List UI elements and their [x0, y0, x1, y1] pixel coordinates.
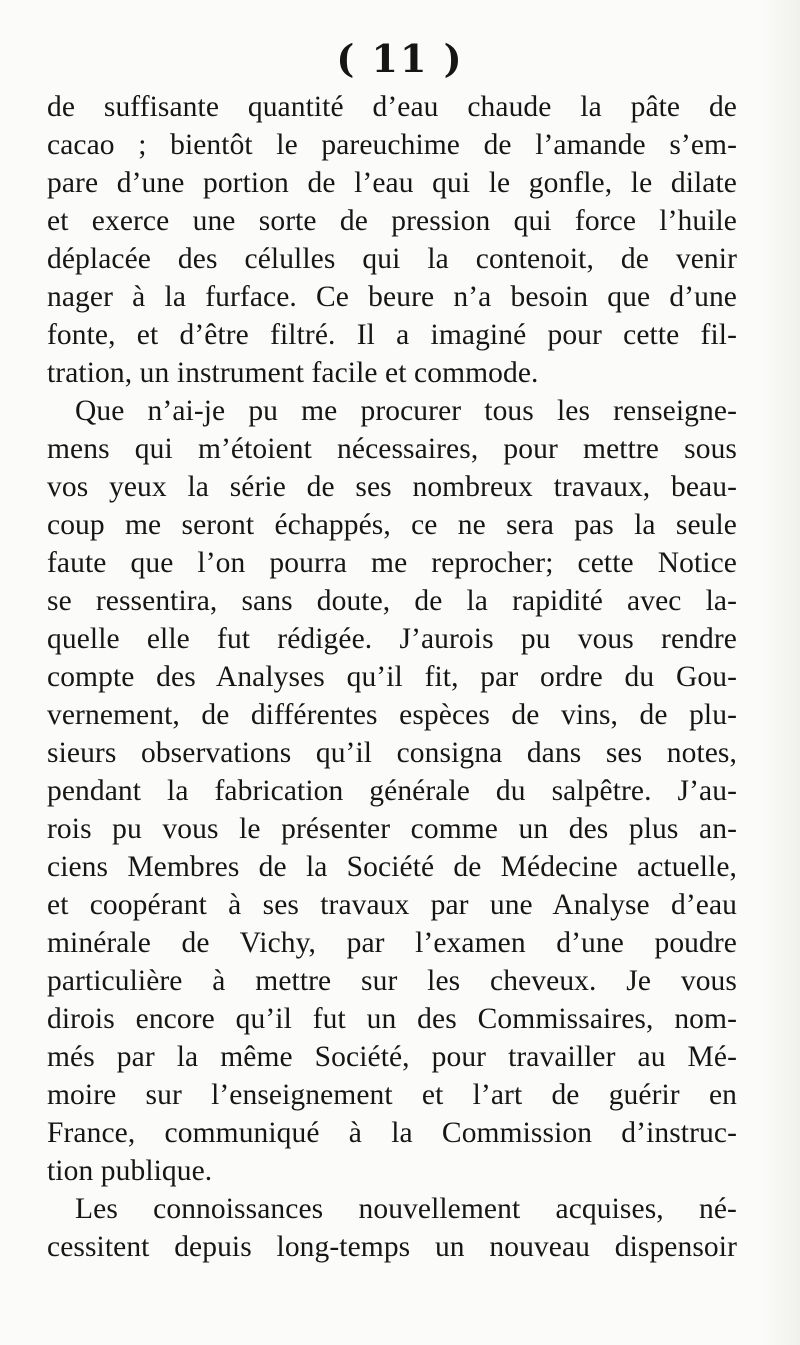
- text-line: déplacée des célulles qui la contenoit, de venir: [47, 243, 737, 275]
- text-line: rois pu vous le présenter comme un des plus an-: [47, 813, 737, 845]
- text-line: de suffisante quantité d’eau chaude la pâte de: [47, 91, 737, 123]
- paragraph-3: [47, 1190, 737, 1266]
- text-line: moire sur l’enseignement et l’art de guérir en: [47, 1079, 737, 1111]
- text-line: vos yeux la série de ses nombreux travaux, beau-: [47, 471, 737, 503]
- page-edge-shadow: [760, 0, 800, 1345]
- text-line: particulière à mettre sur les cheveux. Je vous: [47, 965, 737, 997]
- text-line: quelle elle fut rédigée. J’aurois pu vous rendre: [47, 623, 737, 655]
- text-line: pendant la fabrication générale du salpêtre. J’au-: [47, 775, 737, 807]
- text-line: sieurs observations qu’il consigna dans ses notes,: [47, 737, 737, 769]
- text-line: més par la même Société, pour travailler au Mé-: [47, 1041, 737, 1073]
- text-line: fonte, et d’être filtré. Il a imaginé pour cette fil-: [47, 319, 737, 351]
- paragraph-2: [47, 392, 737, 1190]
- text-line: France, communiqué à la Commission d’instruc-: [47, 1117, 737, 1149]
- paragraph-1: [47, 88, 737, 392]
- text-line: vernement, de différentes espèces de vins, de plu-: [47, 699, 737, 731]
- text-line: compte des Analyses qu’il fit, par ordre du Gou-: [47, 661, 737, 693]
- text-line: nager à la furface. Ce beure n’a besoin que d’une: [47, 281, 737, 313]
- text-line: coup me seront échappés, ce ne sera pas la seule: [47, 509, 737, 541]
- text-line: et exerce une sorte de pression qui force l’huile: [47, 205, 737, 237]
- text-line: mens qui m’étoient nécessaires, pour mettre sous: [47, 433, 737, 465]
- text-line: dirois encore qu’il fut un des Commissaires, nom-: [47, 1003, 737, 1035]
- text-line: ciens Membres de la Société de Médecine actuelle,: [47, 851, 737, 883]
- text-line: tion publique.: [47, 1155, 213, 1187]
- text-line: Que n’ai-je pu me procurer tous les renseigne-: [75, 395, 737, 427]
- text-line: tration, un instrument facile et commode.: [47, 357, 539, 389]
- text-line: cacao ; bientôt le pareuchime de l’amande s’em-: [47, 129, 737, 161]
- text-line: et coopérant à ses travaux par une Analyse d’eau: [47, 889, 737, 921]
- page-number: ( 11 ): [336, 36, 464, 81]
- text-line: minérale de Vichy, par l’examen d’une poudre: [47, 927, 737, 959]
- text-line: cessitent depuis long-temps un nouveau dispensoir: [47, 1231, 737, 1263]
- text-line: Les connoissances nouvellement acquises, né-: [75, 1193, 737, 1225]
- text-line: faute que l’on pourra me reprocher; cette Notice: [47, 547, 737, 579]
- body-text: [47, 88, 737, 1266]
- text-line: se ressentira, sans doute, de la rapidité avec la-: [47, 585, 737, 617]
- text-line: pare d’une portion de l’eau qui le gonfle, le dilate: [47, 167, 737, 199]
